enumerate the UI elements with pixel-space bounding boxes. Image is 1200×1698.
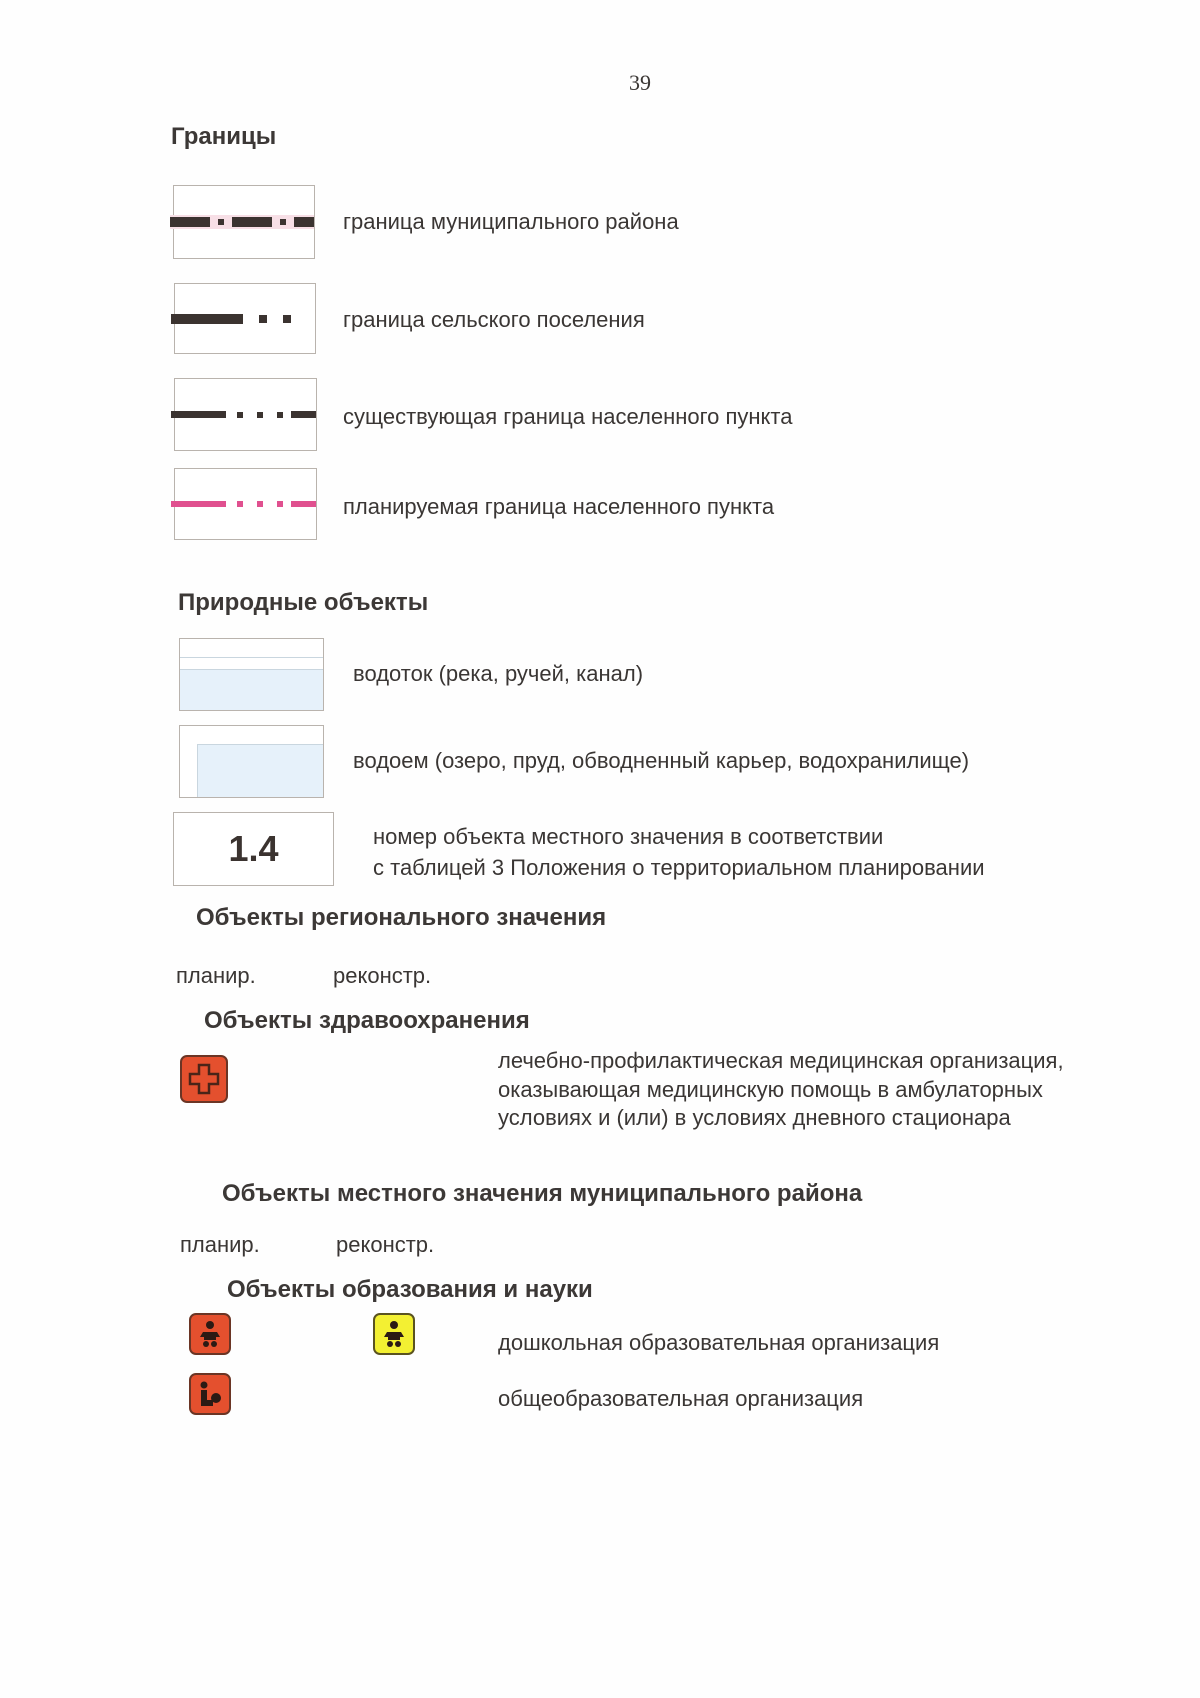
legend-label: граница сельского поселения	[343, 307, 645, 332]
column-reconstr: реконстр.	[336, 1232, 435, 1257]
health-desc-line3: условиях и (или) в условиях дневного стационара	[498, 1105, 1011, 1130]
heading-health: Объекты здравоохранения	[204, 1007, 530, 1034]
waterbody-swatch-icon	[179, 725, 324, 798]
legend-label: общеобразовательная организация	[498, 1386, 864, 1411]
legend-rural-border	[174, 283, 316, 354]
number-desc-line1: номер объекта местного значения в соответствии	[373, 824, 884, 849]
column-reconstr: реконстр.	[333, 963, 432, 988]
legend-label: дошкольная образовательная организация	[498, 1330, 940, 1355]
legend-planned-border	[174, 468, 317, 540]
heading-natural: Природные объекты	[178, 589, 429, 616]
health-desc-line2: оказывающая медицинскую помощь в амбулаторных	[498, 1077, 1043, 1102]
legend-existing-border	[174, 378, 317, 451]
municipal-border-line-icon	[170, 214, 314, 230]
heading-regional: Объекты регионального значения	[196, 904, 607, 931]
legend-label: граница муниципального района	[343, 209, 679, 234]
school-planned-icon	[189, 1373, 231, 1415]
health-desc-line1: лечебно-профилактическая медицинская организация,	[498, 1048, 1064, 1073]
page-number: 39	[629, 70, 651, 95]
legend-label: существующая граница населенного пункта	[343, 404, 793, 429]
legend-municipal-border	[173, 185, 315, 259]
heading-borders: Границы	[171, 123, 277, 150]
existing-border-line-icon	[171, 410, 316, 420]
watercourse-swatch-icon	[179, 638, 324, 711]
object-number-box	[173, 812, 334, 886]
number-desc-line2: с таблицей 3 Положения о территориальном планировании	[373, 855, 985, 880]
legend-label: водоток (река, ручей, канал)	[353, 661, 644, 686]
column-planned: планир.	[180, 1232, 260, 1257]
kindergarten-planned-icon	[189, 1313, 231, 1355]
kindergarten-reconstr-icon	[373, 1313, 415, 1355]
legend-label: водоем (озеро, пруд, обводненный карьер, водохранилище)	[353, 748, 970, 773]
column-planned: планир.	[176, 963, 256, 988]
heading-local: Объекты местного значения муниципального района	[222, 1180, 863, 1207]
object-number: 1.4	[228, 828, 279, 869]
medical-cross-icon	[180, 1055, 228, 1103]
heading-education: Объекты образования и науки	[227, 1276, 593, 1303]
rural-border-line-icon	[171, 313, 315, 325]
legend-label: планируемая граница населенного пункта	[343, 494, 775, 519]
planned-border-line-icon	[171, 499, 316, 509]
